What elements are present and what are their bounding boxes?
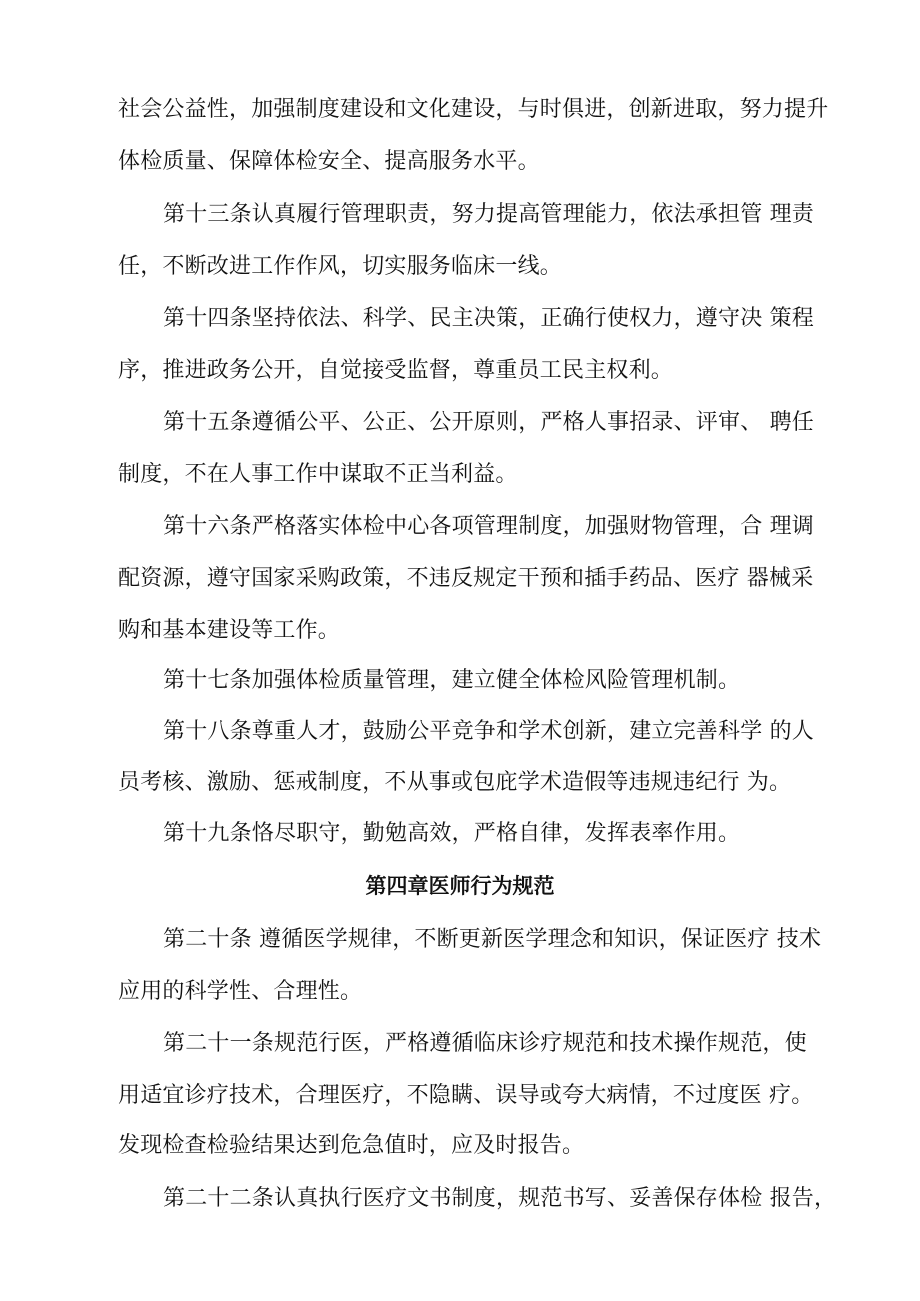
article-13-line: 任，不断改进工作作风，切实服务临床一线。 (118, 254, 563, 279)
article-16-line: 第十六条严格落实体检中心各项管理制度，加强财物管理，合 理调 (163, 514, 814, 539)
article-15-line: 制度，不在人事工作中谋取不正当利益。 (118, 462, 518, 487)
article-14-line: 第十四条坚持依法、科学、民主决策，正确行使权力，遵守决 策程 (163, 306, 814, 331)
article-16-line: 配资源，遵守国家采购政策，不违反规定干预和插手药品、医疗 器械采 (118, 566, 814, 591)
article-13-line: 第十三条认真履行管理职责，努力提高管理能力，依法承担管 理责 (163, 202, 814, 227)
article-21-line: 用适宜诊疗技术，合理医疗，不隐瞒、误导或夸大病情，不过度医 疗。 (118, 1083, 814, 1108)
article-16-line: 购和基本建设等工作。 (118, 618, 341, 643)
article-20-line: 应用的科学性、合理性。 (118, 979, 363, 1004)
article-21-line: 发现检查检验结果达到危急值时，应及时报告。 (118, 1133, 585, 1158)
article-18-line: 员考核、激励、惩戒制度，不从事或包庇学术造假等违规违纪行 为。 (118, 770, 792, 795)
paragraph-line: 体检质量、保障体检安全、提高服务水平。 (118, 149, 540, 174)
article-18-line: 第十八条尊重人才，鼓励公平竞争和学术创新，建立完善科学 的人 (163, 719, 814, 744)
article-14-line: 序，推进政务公开，自觉接受监督，尊重员工民主权利。 (118, 358, 674, 383)
article-15-line: 第十五条遵循公平、公正、公开原则，严格人事招录、评审、 聘任 (163, 410, 814, 435)
chapter-heading: 第四章医师行为规范 (365, 874, 555, 898)
article-22-line: 第二十二条认真执行医疗文书制度，规范书写、妥善保存体检 报告， (163, 1186, 837, 1211)
article-21-line: 第二十一条规范行医，严格遵循临床诊疗规范和技术操作规范，使 (163, 1031, 807, 1056)
paragraph-line: 社会公益性，加强制度建设和文化建设，与时俱进，创新进取，努力提升 (118, 97, 829, 122)
article-19-line: 第十九条恪尽职守，勤勉高效，严格自律，发挥表率作用。 (163, 821, 741, 846)
article-20-line: 第二十条 遵循医学规律，不断更新医学理念和知识，保证医疗 技术 (163, 927, 822, 952)
article-17-line: 第十七条加强体检质量管理，建立健全体检风险管理机制。 (163, 668, 741, 693)
